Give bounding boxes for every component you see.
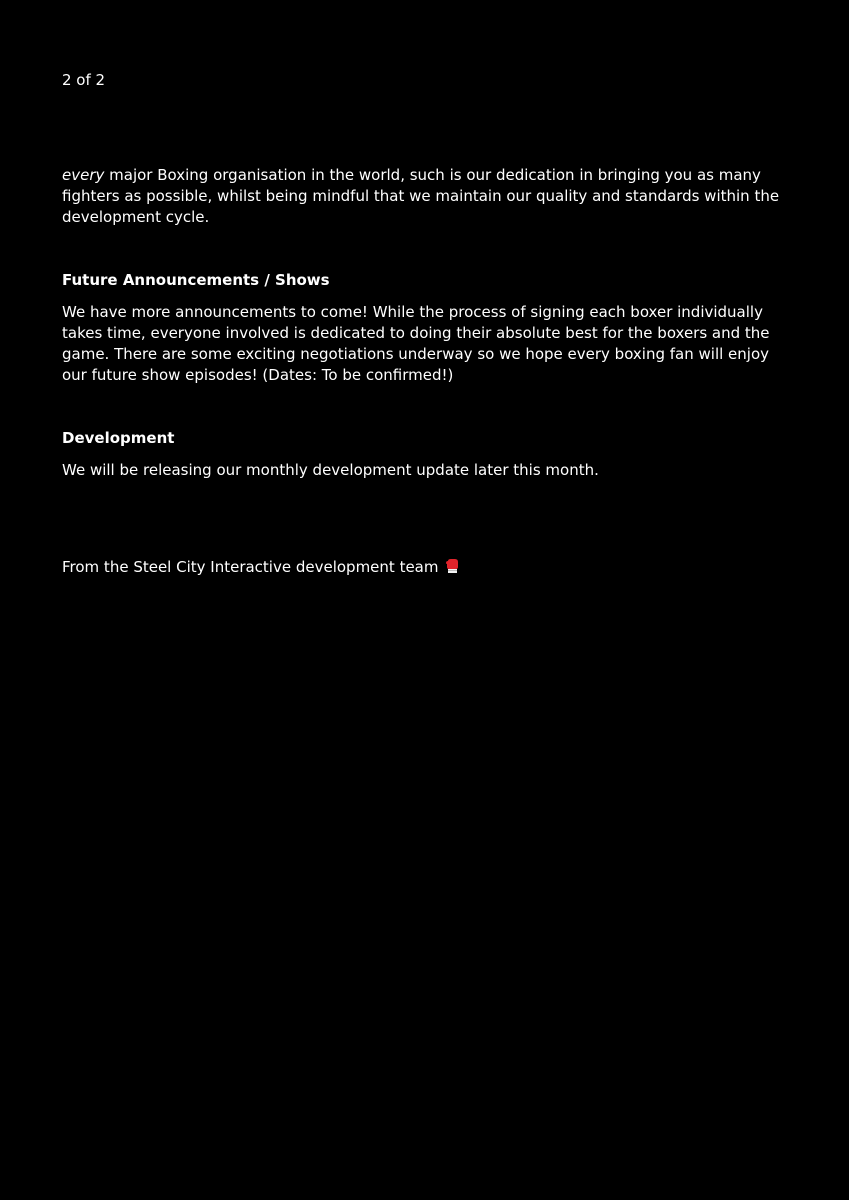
signoff-text: From the Steel City Interactive development team	[62, 558, 444, 576]
section-body-announcements: We have more announcements to come! While the process of signing each boxer individually takes time, everyone involved is dedicated to doing their absolute best for the boxers and the game. There are some exciting negotiations underway so we hope every boxing fan will enjoy our future show episodes! (Dates: To be confirmed!)	[62, 303, 770, 384]
intro-text: major Boxing organisation in the world, such is our dedication in bringing you as many fighters as possible, whilst being mindful that we maintain our quality and standards within the development cycle.	[62, 166, 780, 226]
section-heading-development: Development	[62, 429, 175, 447]
intro-paragraph	[62, 165, 792, 228]
section-heading-announcements: Future Announcements / Shows	[62, 271, 330, 289]
intro-emphasis: every	[62, 166, 105, 184]
boxing-glove-icon	[445, 559, 459, 575]
section-body-development: We will be releasing our monthly development update later this month.	[62, 461, 599, 479]
page-number: 2 of 2	[62, 71, 106, 89]
signoff-line	[62, 557, 792, 578]
